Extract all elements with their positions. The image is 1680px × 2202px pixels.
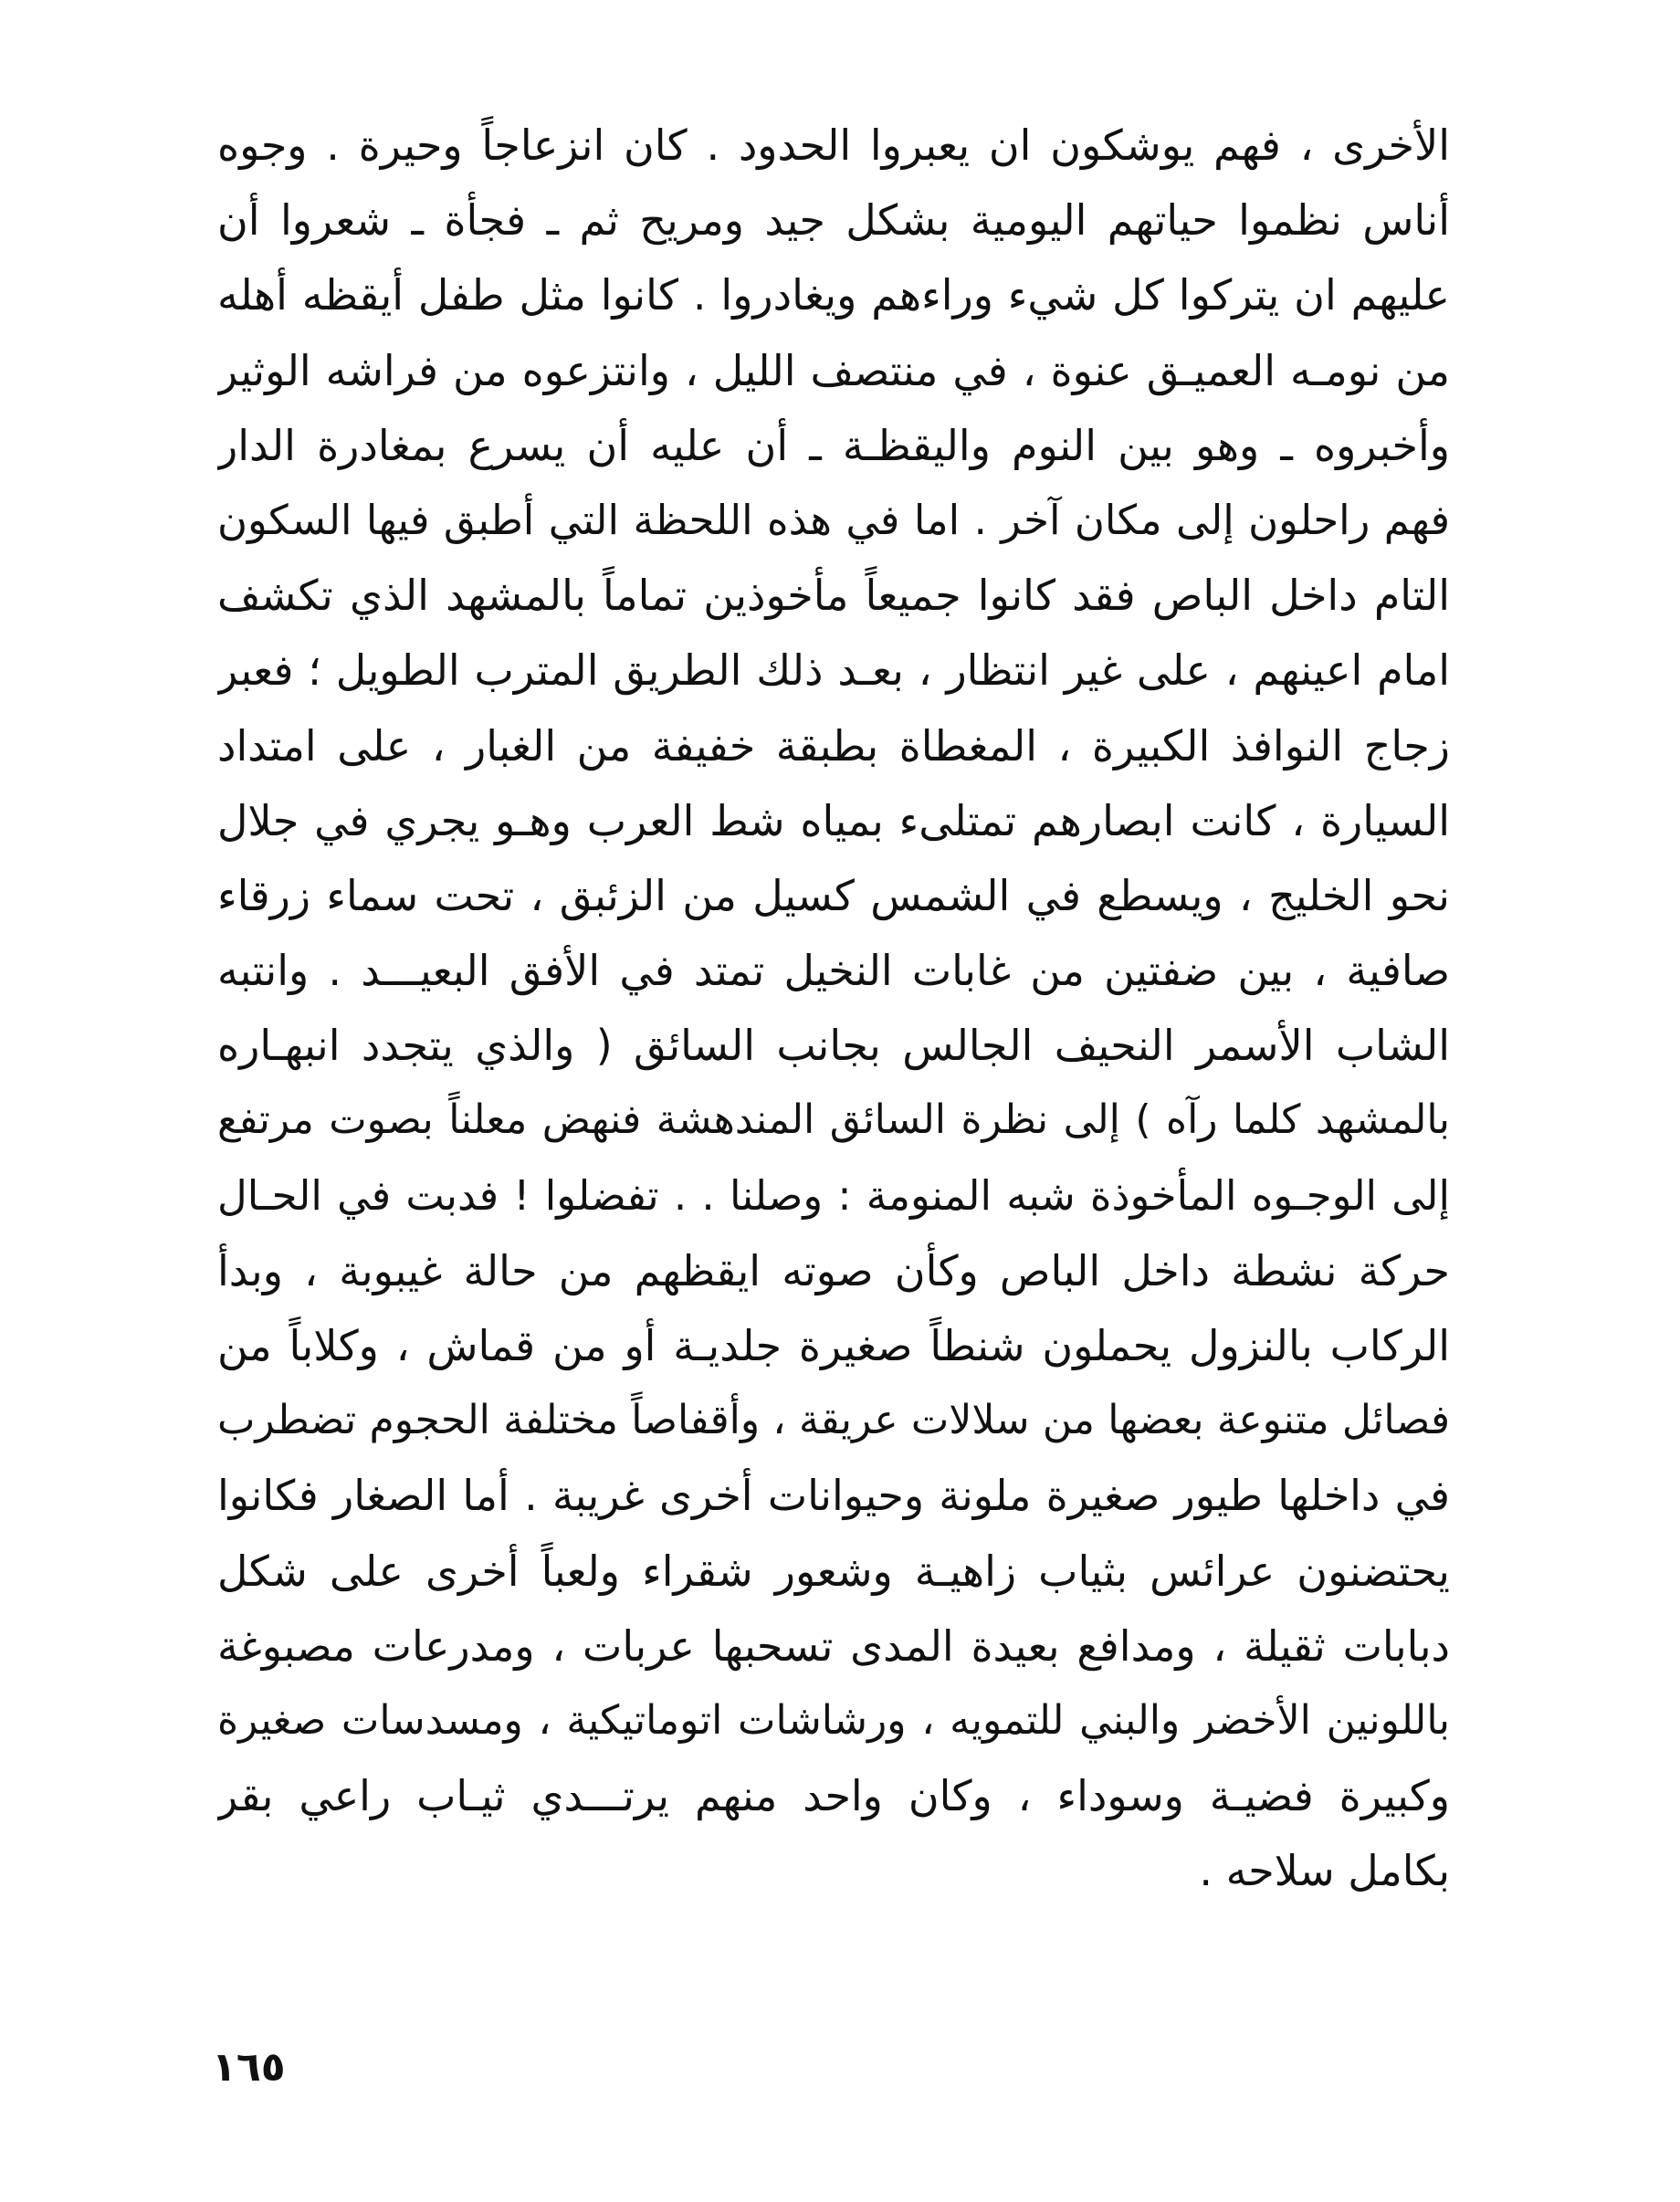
text-line: إلى الوجـوه المأخوذة شبه المنومة : وصلنا . . تفضلوا ! فدبت في الحـال: [217, 1170, 1450, 1220]
text-line: حركة نشطة داخل الباص وكأن صوته ايقظهم من حالة غيبوبة ، وبدأ: [217, 1245, 1450, 1295]
text-line: الشاب الأسمر النحيف الجالس بجانب السائق ( والذي يتجدد انبهـاره: [217, 1021, 1450, 1071]
body-text: [217, 108, 1450, 1909]
text-line: الأخرى ، فهم يوشكون ان يعبروا الحدود . كان انزعاجاً وحيرة . وجوه: [217, 121, 1450, 170]
text-line: عليهم ان يتركوا كل شيء وراءهم ويغادروا . كانوا مثل طفل أيقظه أهله: [217, 270, 1450, 320]
text-line: زجاج النوافذ الكبيرة ، المغطاة بطبقة خفيفة من الغبار ، على امتداد: [217, 720, 1450, 771]
text-line: أناس نظموا حياتهم اليومية بشكل جيد ومريح ثم ـ فجأة ـ شعروا أن: [217, 195, 1450, 246]
text-line: امام اعينهم ، على غير انتظار ، بعـد ذلك الطريق المترب الطويل ؛ فعبر: [217, 645, 1450, 696]
text-line: وكبيرة فضيـة وسوداء ، وكان واحد منهم يرتـــدي ثيـاب راعي بقر: [217, 1771, 1450, 1821]
text-line: فصائل متنوعة بعضها من سلالات عريقة ، وأقفاصاً مختلفة الحجوم تضطرب: [217, 1397, 1450, 1444]
text-line: بالمشهد كلما رآه ) إلى نظرة السائق المندهشة فنهض معلناً بصوت مرتفع: [217, 1096, 1450, 1144]
text-line: نحو الخليج ، ويسطع في الشمس كسيل من الزئبق ، تحت سماء زرقاء: [217, 870, 1450, 920]
text-line: دبابات ثقيلة ، ومدافع بعيدة المدى تسحبها عربات ، ومدرعات مصبوغة: [217, 1620, 1450, 1671]
text-line: من نومـه العميـق عنوة ، في منتصف الليل ، وانتزعوه من فراشه الوثير: [217, 345, 1450, 395]
text-line: السيارة ، كانت ابصارهم تمتلىء بمياه شط العرب وهـو يجري في جلال: [217, 795, 1450, 845]
page-number: ١٦٥: [212, 2044, 286, 2091]
text-line: في داخلها طيور صغيرة ملونة وحيوانات أخرى غريبة . أما الصغار فكانوا: [217, 1471, 1450, 1521]
text-line: التام داخل الباص فقد كانوا جميعاً مأخوذين تماماً بالمشهد الذي تكشف: [217, 571, 1450, 621]
text-line: يحتضنون عرائس بثياب زاهيـة وشعور شقراء ولعباً أخرى على شكل: [217, 1546, 1450, 1596]
text-line: باللونين الأخضر والبني للتمويه ، ورشاشات اتوماتيكية ، ومسدسات صغيرة: [217, 1696, 1450, 1744]
text-line: الركاب بالنزول يحملون شنطاً صغيرة جلديـة أو من قماش ، وكلاباً من: [217, 1321, 1450, 1370]
text-line: صافية ، بين ضفتين من غابات النخيل تمتد في الأفق البعيـــد . وانتبه: [217, 946, 1450, 996]
text-line-last: بكامل سلاحه .: [1199, 1846, 1450, 1896]
text-line: وأخبروه ـ وهو بين النوم واليقظـة ـ أن عليه أن يسرع بمغادرة الدار: [217, 420, 1450, 470]
text-line: فهم راحلون إلى مكان آخر . اما في هذه اللحظة التي أطبق فيها السكون: [217, 495, 1450, 544]
